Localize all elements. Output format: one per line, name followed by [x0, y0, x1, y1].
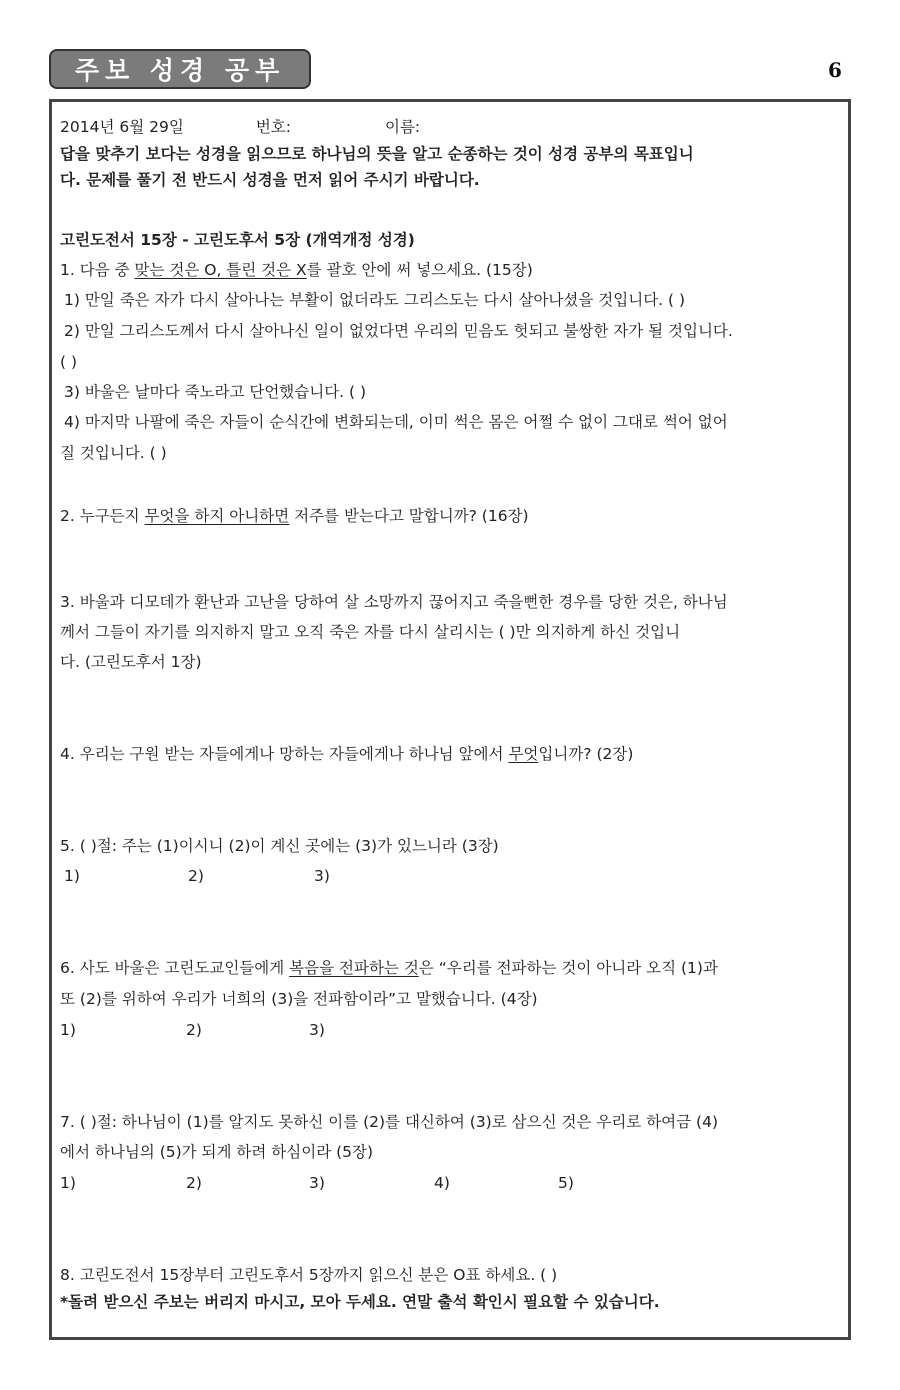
q5-answer-2: 2): [188, 867, 204, 885]
q6-underline: 복음을 전파하는 것: [289, 959, 419, 977]
number-label: 번호:: [255, 118, 291, 136]
range-title: 고린도전서 15장 - 고린도후서 5장 (개역개정 성경): [60, 231, 415, 249]
q2-post: 저주를 받는다고 말합니까? (16장): [289, 507, 529, 525]
q6-answer-2: 2): [186, 1021, 202, 1039]
intro-line-1: 답을 맞추기 보다는 성경을 읽으므로 하나님의 뜻을 알고 순종하는 것이 성경 공부의 목표입니: [60, 145, 694, 163]
q6-answer-1: 1): [60, 1021, 76, 1039]
name-label: 이름:: [384, 118, 421, 136]
q4-post: 입니까? (2장): [538, 745, 634, 763]
header-title: 주보 성경 공부: [49, 49, 311, 89]
intro-line-2: 다. 문제를 풀기 전 반드시 성경을 먼저 읽어 주시기 바랍니다.: [60, 171, 480, 189]
q6-line-2: 또 (2)를 위하여 우리가 너희의 (3)을 전파함이라”고 말했습니다. (4장): [60, 990, 538, 1008]
q1-statement-1: 1) 만일 죽은 자가 다시 살아나는 부활이 없더라도 그리스도는 다시 살아나셨을 것입니다. ( ): [64, 291, 686, 309]
q3-line-3: 다. (고린도후서 1장): [60, 653, 202, 671]
q6-pre: 6. 사도 바울은 고린도교인들에게: [60, 959, 290, 977]
date-text: 2014년 6월 29일: [60, 118, 184, 136]
q2-pre: 2. 누구든지: [60, 507, 145, 525]
q8-prompt: 8. 고린도전서 15장부터 고린도후서 5장까지 읽으신 분은 O표 하세요. ( ): [60, 1266, 558, 1284]
q5-answer-3: 3): [314, 867, 330, 885]
q2-prompt: [60, 506, 529, 526]
q7-answer-1: 1): [60, 1174, 76, 1192]
q3-line-2: 께서 그들이 자기를 의지하지 말고 오직 죽은 자를 다시 살리시는 ( )만 의지하게 하신 것입니: [60, 623, 681, 641]
q7-answer-3: 3): [309, 1174, 325, 1192]
q3-line-1: 3. 바울과 디모데가 환난과 고난을 당하여 살 소망까지 끊어지고 죽을뻔한 경우를 당한 것은, 하나님: [60, 593, 728, 611]
q1-post: 를 괄호 안에 써 넣으세요. (15장): [306, 261, 533, 279]
q6-post: 은 “우리를 전파하는 것이 아니라 오직 (1)과: [418, 959, 718, 977]
q6-prompt: [60, 958, 718, 978]
q4-underline: 무엇: [508, 745, 539, 763]
q7-answer-2: 2): [186, 1174, 202, 1192]
q1-statement-4: 4) 마지막 나팔에 죽은 자들이 순식간에 변화되는데, 이미 썩은 몸은 어쩔 수 없이 그대로 썩어 없어: [64, 413, 728, 431]
q5-answer-1: 1): [64, 867, 80, 885]
q7-line-1: 7. ( )절: 하나님이 (1)를 알지도 못하신 이를 (2)를 대신하여 (3)로 삼으신 것은 우리로 하여금 (4): [60, 1113, 718, 1131]
q1-statement-3: 3) 바울은 날마다 죽노라고 단언했습니다. ( ): [64, 383, 367, 401]
q1-statement-2-blank: ( ): [60, 353, 78, 371]
footer-note: *돌려 받으신 주보는 버리지 마시고, 모아 두세요. 연말 출석 확인시 필요할 수 있습니다.: [60, 1293, 660, 1311]
info-line: [60, 117, 420, 137]
q4-pre: 4. 우리는 구원 받는 자들에게나 망하는 자들에게나 하나님 앞에서: [60, 745, 509, 763]
q4-prompt: [60, 744, 633, 764]
q1-pre: 1. 다음 중: [60, 261, 135, 279]
q1-statement-2: 2) 만일 그리스도께서 다시 살아나신 일이 없었다면 우리의 믿음도 헛되고 불쌍한 자가 될 것입니다.: [64, 322, 733, 340]
q7-answer-4: 4): [434, 1174, 450, 1192]
q7-line-2: 에서 하나님의 (5)가 되게 하려 하심이라 (5장): [60, 1143, 374, 1161]
q1-prompt: [60, 260, 533, 280]
q1-statement-4-cont: 질 것입니다. ( ): [60, 444, 167, 462]
page-number: 6: [828, 58, 842, 82]
q7-answer-5: 5): [558, 1174, 574, 1192]
q1-underline: 맞는 것은 O, 틀린 것은 X: [134, 261, 307, 279]
q2-underline: 무엇을 하지 아니하면: [144, 507, 290, 525]
q6-answer-3: 3): [309, 1021, 325, 1039]
q5-prompt: 5. ( )절: 주는 (1)이시니 (2)이 계신 곳에는 (3)가 있느니라 (3장): [60, 837, 499, 855]
